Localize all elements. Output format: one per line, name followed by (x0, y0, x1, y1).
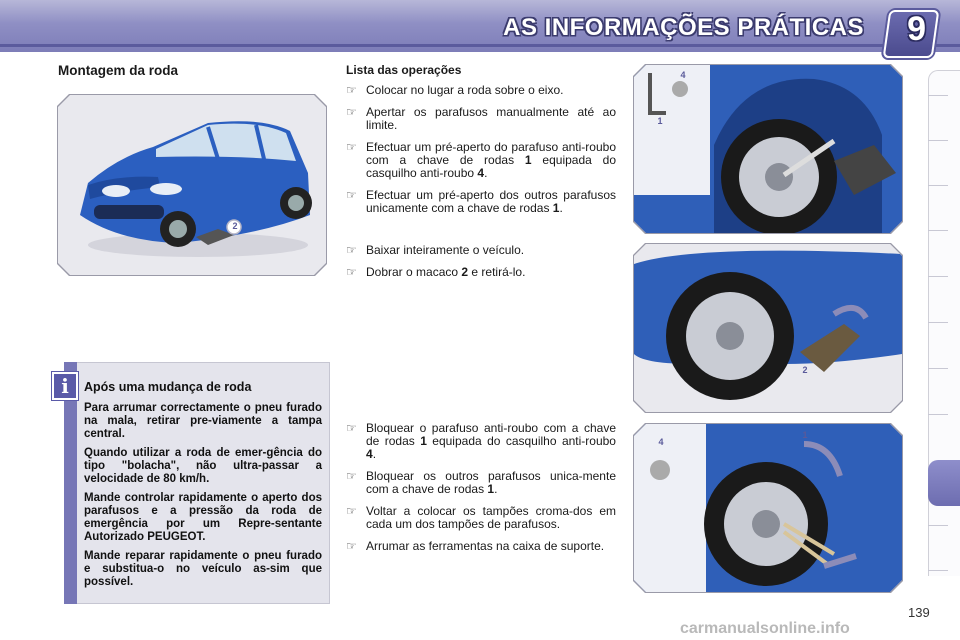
hand-pointer-icon: ☞ (346, 105, 357, 119)
chapter-tab[interactable] (928, 276, 948, 277)
hand-pointer-icon: ☞ (346, 140, 357, 154)
chapter-tab[interactable] (928, 368, 948, 369)
hand-pointer-icon: ☞ (346, 83, 357, 97)
callout-wrench-3: 1 (802, 430, 808, 440)
chapter-number: 9 (907, 10, 926, 48)
info-icon: i (52, 372, 78, 400)
hand-pointer-icon: ☞ (346, 469, 357, 483)
operations-group-2 (346, 244, 616, 288)
chapter-tab[interactable] (928, 140, 948, 141)
wheel-locking-illustration (634, 424, 902, 592)
wheel-tightening-illustration (634, 65, 902, 233)
operations-title: Lista das operações (346, 63, 462, 77)
operation-item: ☞ Apertar os parafusos manualmente até ao limite. (346, 105, 616, 132)
chapter-title: AS INFORMAÇÕES PRÁTICAS (503, 14, 864, 41)
info-content (84, 380, 322, 595)
operation-item: ☞ Arrumar as ferramentas na caixa de suporte. (346, 539, 605, 553)
info-paragraph: Mande controlar rapidamente o aperto dos parafusos e a pressão da roda de emergência por um Repre-sentante Autorizado PEUGEOT. (84, 492, 322, 543)
operation-item: ☞ Baixar inteiramente o veículo. (346, 243, 525, 257)
hand-pointer-icon: ☞ (346, 188, 357, 202)
operation-item: ☞ Bloquear o parafuso anti-roubo com a chave de rodas 1 equipada do casquilho anti-roubo 4. (346, 421, 616, 461)
hand-pointer-icon: ☞ (346, 539, 357, 553)
operation-item: ☞ Efectuar um pré-aperto do parafuso anti-roubo com a chave de rodas 1 equipada do casquilho anti-roubo 4. (346, 140, 616, 180)
info-paragraph: Para arrumar correctamente o pneu furado na mala, retirar pre-viamente a tampa central. (84, 402, 322, 440)
lowering-jack-illustration (634, 244, 902, 412)
chapter-tab[interactable] (928, 525, 948, 526)
operation-item: ☞ Efectuar um pré-aperto dos outros parafusos unicamente com a chave de rodas 1. (346, 188, 616, 215)
operation-item: ☞ Bloquear os outros parafusos unica-mente com a chave de rodas 1. (346, 469, 616, 496)
chapter-tab[interactable] (928, 230, 948, 231)
chapter-tab[interactable] (928, 185, 948, 186)
operation-item: ☞ Dobrar o macaco 2 e retirá-lo. (346, 265, 526, 279)
header-rule (0, 44, 960, 47)
chapter-tab[interactable] (928, 570, 948, 571)
car-illustration (58, 95, 326, 275)
operation-item: ☞ Voltar a colocar os tampões croma-dos em cada um dos tampões de parafusos. (346, 504, 616, 531)
hand-pointer-icon: ☞ (346, 421, 357, 435)
callout-wrench: 1 (657, 116, 663, 126)
info-paragraph: Quando utilizar a roda de emer-gência do tipo "bolacha", não ultra-passar a velocidade de 80 km/h. (84, 447, 322, 485)
callout-jack-2: 2 (802, 365, 808, 375)
callout-socket: 4 (680, 70, 686, 80)
info-title: Após uma mudança de roda (84, 380, 252, 394)
section-title: Montagem da roda (58, 63, 179, 78)
hand-pointer-icon: ☞ (346, 504, 357, 518)
hand-pointer-icon: ☞ (346, 243, 357, 257)
callout-jack: 2 (232, 221, 238, 231)
operations-group-1 (346, 84, 616, 224)
callout-socket-3: 4 (658, 437, 664, 447)
operation-item: ☞ Colocar no lugar a roda sobre o eixo. (346, 83, 564, 97)
chapter-tab-active[interactable] (928, 460, 960, 506)
hand-pointer-icon: ☞ (346, 265, 357, 279)
chapter-tab[interactable] (928, 322, 948, 323)
chapter-tab[interactable] (928, 414, 948, 415)
operations-group-3 (346, 422, 616, 562)
chapter-tab[interactable] (928, 95, 948, 96)
page-number: 139 (908, 605, 930, 620)
watermark: carmanualsonline.info (680, 620, 850, 637)
info-paragraph: Mande reparar rapidamente o pneu furado e substitua-o no veículo as-sim que possível. (84, 550, 322, 588)
